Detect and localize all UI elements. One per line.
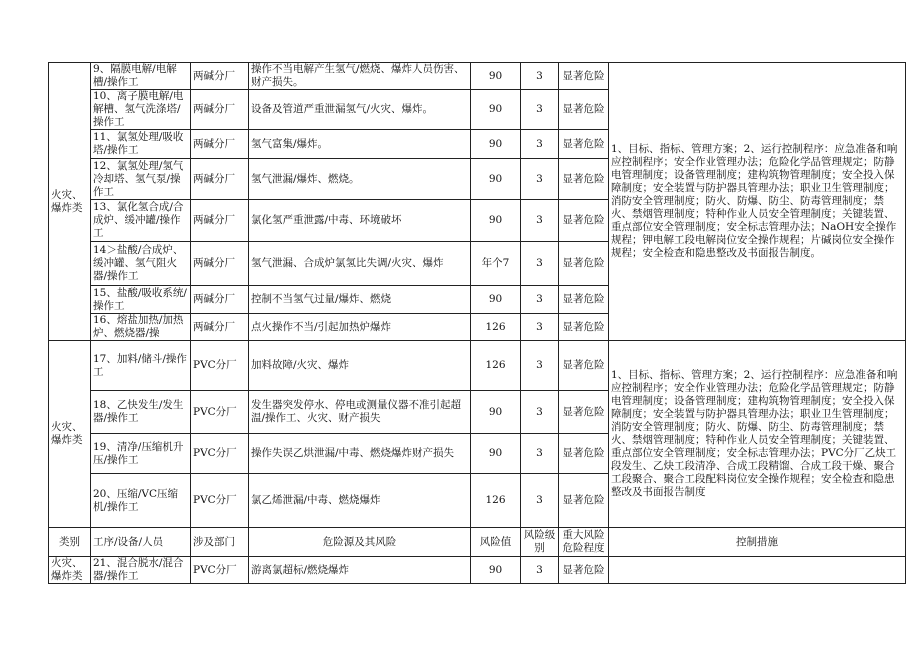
table-row <box>49 63 906 90</box>
hazard-cell: 控制不当氢气过量/爆炸、燃烧 <box>249 286 471 314</box>
risk-level-cell: 3 <box>521 434 559 474</box>
risk-value-cell: 90 <box>471 90 521 130</box>
risk-level-cell: 3 <box>521 557 559 584</box>
dept-cell: 两碱分厂 <box>191 200 249 242</box>
hazard-table <box>48 62 906 584</box>
risk-value-cell: 90 <box>471 557 521 584</box>
hazard-cell: 氯化氢严重泄露/中毒、环境破坏 <box>249 200 471 242</box>
risk-degree-cell: 显著危险 <box>559 130 609 159</box>
category-cell: 火灾、爆炸类 <box>49 341 91 528</box>
table-row <box>49 341 906 391</box>
category-cell: 火灾、爆炸类 <box>49 63 91 341</box>
process-cell: 17、加料/储斗/操作工 <box>91 341 191 391</box>
header-department: 涉及部门 <box>191 528 249 557</box>
risk-level-cell: 3 <box>521 130 559 159</box>
dept-cell: 两碱分厂 <box>191 314 249 341</box>
risk-degree-cell: 显著危险 <box>559 434 609 474</box>
risk-degree-cell: 显著危险 <box>559 341 609 391</box>
header-control-measures: 控制措施 <box>609 528 906 557</box>
header-hazard: 危险源及其风险 <box>249 528 471 557</box>
dept-cell: PVC分厂 <box>191 434 249 474</box>
risk-value-cell: 年个7 <box>471 242 521 286</box>
risk-value-cell: 90 <box>471 391 521 434</box>
risk-level-cell: 3 <box>521 63 559 90</box>
category-cell: 火灾、爆炸类 <box>49 557 91 584</box>
risk-value-cell: 90 <box>471 63 521 90</box>
risk-degree-cell: 显著危险 <box>559 474 609 528</box>
dept-cell: 两碱分厂 <box>191 242 249 286</box>
risk-level-cell: 3 <box>521 200 559 242</box>
header-category: 类别 <box>49 528 91 557</box>
risk-degree-cell: 显著危险 <box>559 314 609 341</box>
risk-degree-cell: 显著危险 <box>559 242 609 286</box>
process-cell: 21、混合脱水/混合器/操作工 <box>91 557 191 584</box>
risk-value-cell: 90 <box>471 286 521 314</box>
risk-level-cell: 3 <box>521 391 559 434</box>
dept-cell: PVC分厂 <box>191 341 249 391</box>
dept-cell: PVC分厂 <box>191 391 249 434</box>
hazard-cell: 操作不当电解产生氢气/燃烧、爆炸人员伤害、财产损失。 <box>249 63 471 90</box>
control-measures-cell: 1、目标、指标、管理方案；2、运行控制程序：应急准备和响应控制程序；安全作业管理办法；危险化学品管理规定；防静电管理制度；设备管理制度；建构筑物管理制度；安全投入保障制度；安全装置与防护器具管理办法；职业卫生管理制度；消防安全管理制度；防火、防爆、防尘、防毒管理制度；禁火、禁烟管理制度；特种作业人员安全管理制度；关键装置、重点部位安全管理制度；安全标志管理办法；PVC分厂乙炔工段发生、乙炔工段清净、合成工段精馏、合成工段干燥、聚合工段聚合、聚合工段配料岗位安全操作规程；安全检查和隐患整改及书面报告制度 <box>609 341 906 528</box>
hazard-cell: 发生器突发停水、停电或测量仪器不准引起超温/操作工、火灾、财产损失 <box>249 391 471 434</box>
risk-value-cell: 90 <box>471 434 521 474</box>
risk-degree-cell: 显著危险 <box>559 391 609 434</box>
risk-level-cell: 3 <box>521 159 559 200</box>
dept-cell: 两碱分厂 <box>191 159 249 200</box>
risk-degree-cell: 显著危险 <box>559 557 609 584</box>
hazard-cell: 操作失误乙烘泄漏/中毒、燃烧爆炸财产损失 <box>249 434 471 474</box>
process-cell: 15、盐酸/吸收系统/操作工 <box>91 286 191 314</box>
control-measures-cell: 1、目标、指标、管理方案；2、运行控制程序：应急准备和响应控制程序；安全作业管理办法；危险化学品管理规定；防静电管理制度；设备管理制度；建构筑物管理制度；安全投入保障制度；安全装置与防护器具管理办法；职业卫生管理制度；消防安全管理制度；防火、防爆、防尘、防毒管理制度；禁火、禁烟管理制度；特种作业人员安全管理制度；关键装置、重点部位安全管理制度；安全标志管理办法；NaOH安全操作规程；钾电解工段电解岗位安全操作规程；片碱岗位安全操作规程；安全检查和隐患整改及书面报告制度。 <box>609 63 906 341</box>
risk-level-cell: 3 <box>521 90 559 130</box>
risk-value-cell: 90 <box>471 200 521 242</box>
header-risk-degree: 重大风险危险程度 <box>559 528 609 557</box>
risk-degree-cell: 显著危险 <box>559 90 609 130</box>
hazard-cell: 设备及管道严重泄漏氢气/火灾、爆炸。 <box>249 90 471 130</box>
process-cell: 9、隔膜电解/电解槽/操作工 <box>91 63 191 90</box>
header-risk-level: 风险级别 <box>521 528 559 557</box>
hazard-cell: 点火操作不当/引起加热炉爆炸 <box>249 314 471 341</box>
process-cell: 20、压缩/VC压缩机/操作工 <box>91 474 191 528</box>
risk-degree-cell: 显著危险 <box>559 200 609 242</box>
risk-value-cell: 126 <box>471 474 521 528</box>
process-cell: 11、氯氢处理/吸收塔/操作工 <box>91 130 191 159</box>
process-cell: 14＞盐酸/合成炉、缓冲罐、氢气阻火器/操作工 <box>91 242 191 286</box>
process-cell: 18、乙快发生/发生器/操作工 <box>91 391 191 434</box>
dept-cell: PVC分厂 <box>191 474 249 528</box>
header-process: 工序/设备/人员 <box>91 528 191 557</box>
risk-value-cell: 90 <box>471 130 521 159</box>
risk-level-cell: 3 <box>521 314 559 341</box>
header-risk-value: 风险值 <box>471 528 521 557</box>
risk-level-cell: 3 <box>521 286 559 314</box>
risk-level-cell: 3 <box>521 474 559 528</box>
process-cell: 16、熔盐加热/加热炉、燃烧器/操 <box>91 314 191 341</box>
risk-degree-cell: 显著危险 <box>559 159 609 200</box>
risk-value-cell: 126 <box>471 341 521 391</box>
table-header-row <box>49 528 906 557</box>
risk-value-cell: 90 <box>471 159 521 200</box>
hazard-cell: 氢气泄漏/爆炸、燃烧。 <box>249 159 471 200</box>
dept-cell: 两碱分厂 <box>191 286 249 314</box>
process-cell: 19、清净/压缩机升压/操作工 <box>91 434 191 474</box>
risk-degree-cell: 显著危险 <box>559 286 609 314</box>
hazard-cell: 氢气泄漏、合成炉氯氢比失调/火灾、爆炸 <box>249 242 471 286</box>
control-measures-cell <box>609 557 906 584</box>
risk-value-cell: 126 <box>471 314 521 341</box>
hazard-cell: 游离氯超标/燃烧爆炸 <box>249 557 471 584</box>
process-cell: 13、氯化氢合成/合成炉、缓冲罐/操作工 <box>91 200 191 242</box>
hazard-cell: 加料故障/火灾、爆炸 <box>249 341 471 391</box>
risk-level-cell: 3 <box>521 341 559 391</box>
dept-cell: 两碱分厂 <box>191 130 249 159</box>
dept-cell: 两碱分厂 <box>191 63 249 90</box>
hazard-cell: 氯乙烯泄漏/中毒、燃烧爆炸 <box>249 474 471 528</box>
process-cell: 12、氯氢处理/氢气冷却塔、氢气泵/操作工 <box>91 159 191 200</box>
risk-degree-cell: 显著危险 <box>559 63 609 90</box>
dept-cell: 两碱分厂 <box>191 90 249 130</box>
hazard-cell: 氢气富集/爆炸。 <box>249 130 471 159</box>
process-cell: 10、离子膜电解/电解槽、氢气洗涤塔/操作工 <box>91 90 191 130</box>
table-row <box>49 557 906 584</box>
risk-level-cell: 3 <box>521 242 559 286</box>
dept-cell: PVC分厂 <box>191 557 249 584</box>
